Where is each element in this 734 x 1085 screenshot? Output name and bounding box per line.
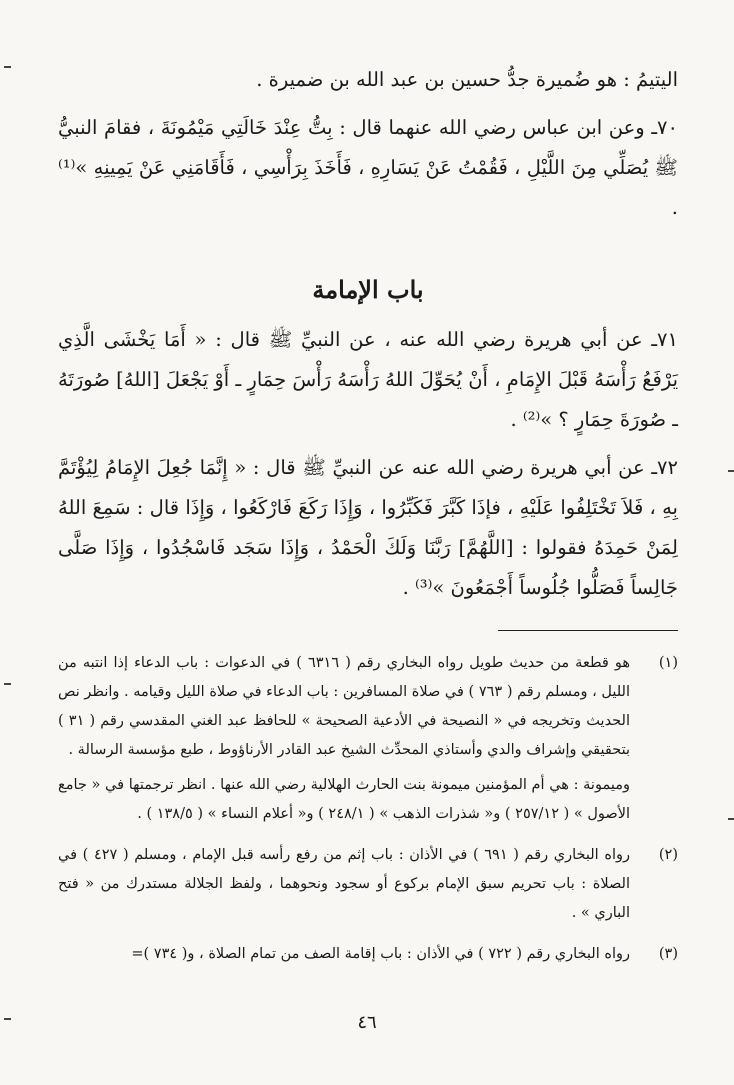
scan-edge-mark [728, 818, 734, 820]
page-body [58, 60, 678, 981]
footnote-body [58, 841, 630, 934]
scan-edge-mark [4, 683, 11, 685]
hadith-70: ٧٠ـ وعن ابن عباس رضي الله عنهما قال : بِتُّ عِنْدَ خَالَتِي مَيْمُونَةَ ، فقامَ النبيُّ ﷺ يُصَلِّي مِنَ اللَّيْلِ ، فَقُمْتُ عَنْ يَسَارِهِ ، فَأَخَذَ بِرَأْسِي ، فَأَقَامَنِي عَنْ يَمِينِهِ »⁽¹⁾ . [58, 116, 678, 219]
section-heading: باب الإمامة [312, 275, 424, 304]
footnote-paragraph: رواه البخاري رقم ( ٦٩١ ) في الأذان : باب إثم من رفع رأسه قبل الإمام ، ومسلم ( ٤٢٧ ) في الصلاة : باب تحريم سبق الإمام بركوع أو سجود ونحوهما ، ولفظ الجلالة مستدرك من « فتح الباري » . [58, 847, 630, 921]
footnote-number: (١) [658, 655, 678, 671]
footnote-number: (٣) [658, 946, 678, 962]
footnote-paragraph: وميمونة : هي أم المؤمنين ميمونة بنت الحارث الهلالية رضي الله عنها . انظر ترجمتها في « جامع الأصول » ( ٢٥٧/١٢ ) و« شذرات الذهب » ( ٢٤٨/١ ) و« أعلام النساء » ( ١٣٨/٥ ) . [58, 777, 630, 822]
footnote-body [58, 649, 630, 835]
footnote-1 [58, 649, 678, 835]
footnote-paragraph: رواه البخاري رقم ( ٧٢٢ ) في الأذان : باب إقامة الصف من تمام الصلاة ، و( ٧٣٤ )= [131, 946, 630, 962]
scan-edge-mark [4, 66, 11, 68]
scan-edge-mark [728, 470, 734, 472]
hadith-72: ٧٢ـ عن أبي هريرة رضي الله عنه عن النبيِّ ﷺ قال : « إِنَّمَا جُعِلَ الإِمَامُ لِيُؤْتَمَّ بِهِ ، فَلاَ تَخْتَلِفُوا عَلَيْهِ ، فإذَا كَبَّرَ فَكَبِّرُوا ، وَإِذَا رَكَعَ فَارْكَعُوا ، وَإِذَا قال : سَمِعَ اللهُ لِمَنْ حَمِدَهُ فقولوا : [اللَّهُمَّ] رَبَّنَا وَلَكَ الْحَمْدُ ، وَإِذَا سَجَد فَاسْجُدُوا ، وَإِذَا صَلَّى جَالِساً فَصَلُّوا جُلُوساً أَجْمَعُونَ »⁽³⁾ . [58, 456, 678, 599]
footnote-paragraph: هو قطعة من حديث طويل رواه البخاري رقم ( ٦٣١٦ ) في الدعوات : باب الدعاء إذا انتبه من الليل ، ومسلم رقم ( ٧٦٣ ) في صلاة المسافرين : باب الدعاء في صلاة الليل وقيامه . وانظر نص الحديث وتخريجه في « النصيحة في الأدعية الصحيحة » للحافظ عبد الغني المقدسي رقم ( ٣١ ) بتحقيقي وإشراف والدي وأستاذي المحدِّث الشيخ عبد القادر الأرناؤوط ، طبع مؤسسة الرسالة . [58, 655, 630, 758]
page-number: ٤٦ [357, 1012, 377, 1033]
footnote-separator [498, 630, 678, 631]
intro-line: اليتيمُ : هو ضُميرة جدُّ حسين بن عبد الله بن ضميرة . [256, 68, 678, 91]
footnote-body [58, 940, 630, 975]
hadith-71: ٧١ـ عن أبي هريرة رضي الله عنه ، عن النبيِّ ﷺ قال : « أَمَا يَخْشَى الَّذِي يَرْفَعُ رَأْسَهُ قَبْلَ الإِمَامِ ، أَنْ يُحَوِّلَ اللهُ رَأْسَهُ رَأْسَ حِمَارٍ ـ أَوْ يَجْعَلَ [اللهُ] صُورَتَهُ ـ صُورَةَ حِمَارٍ ؟ »⁽²⁾ . [58, 328, 679, 431]
footnote-3 [58, 940, 678, 975]
footnote-2 [58, 841, 678, 934]
footnote-number: (٢) [658, 847, 678, 863]
